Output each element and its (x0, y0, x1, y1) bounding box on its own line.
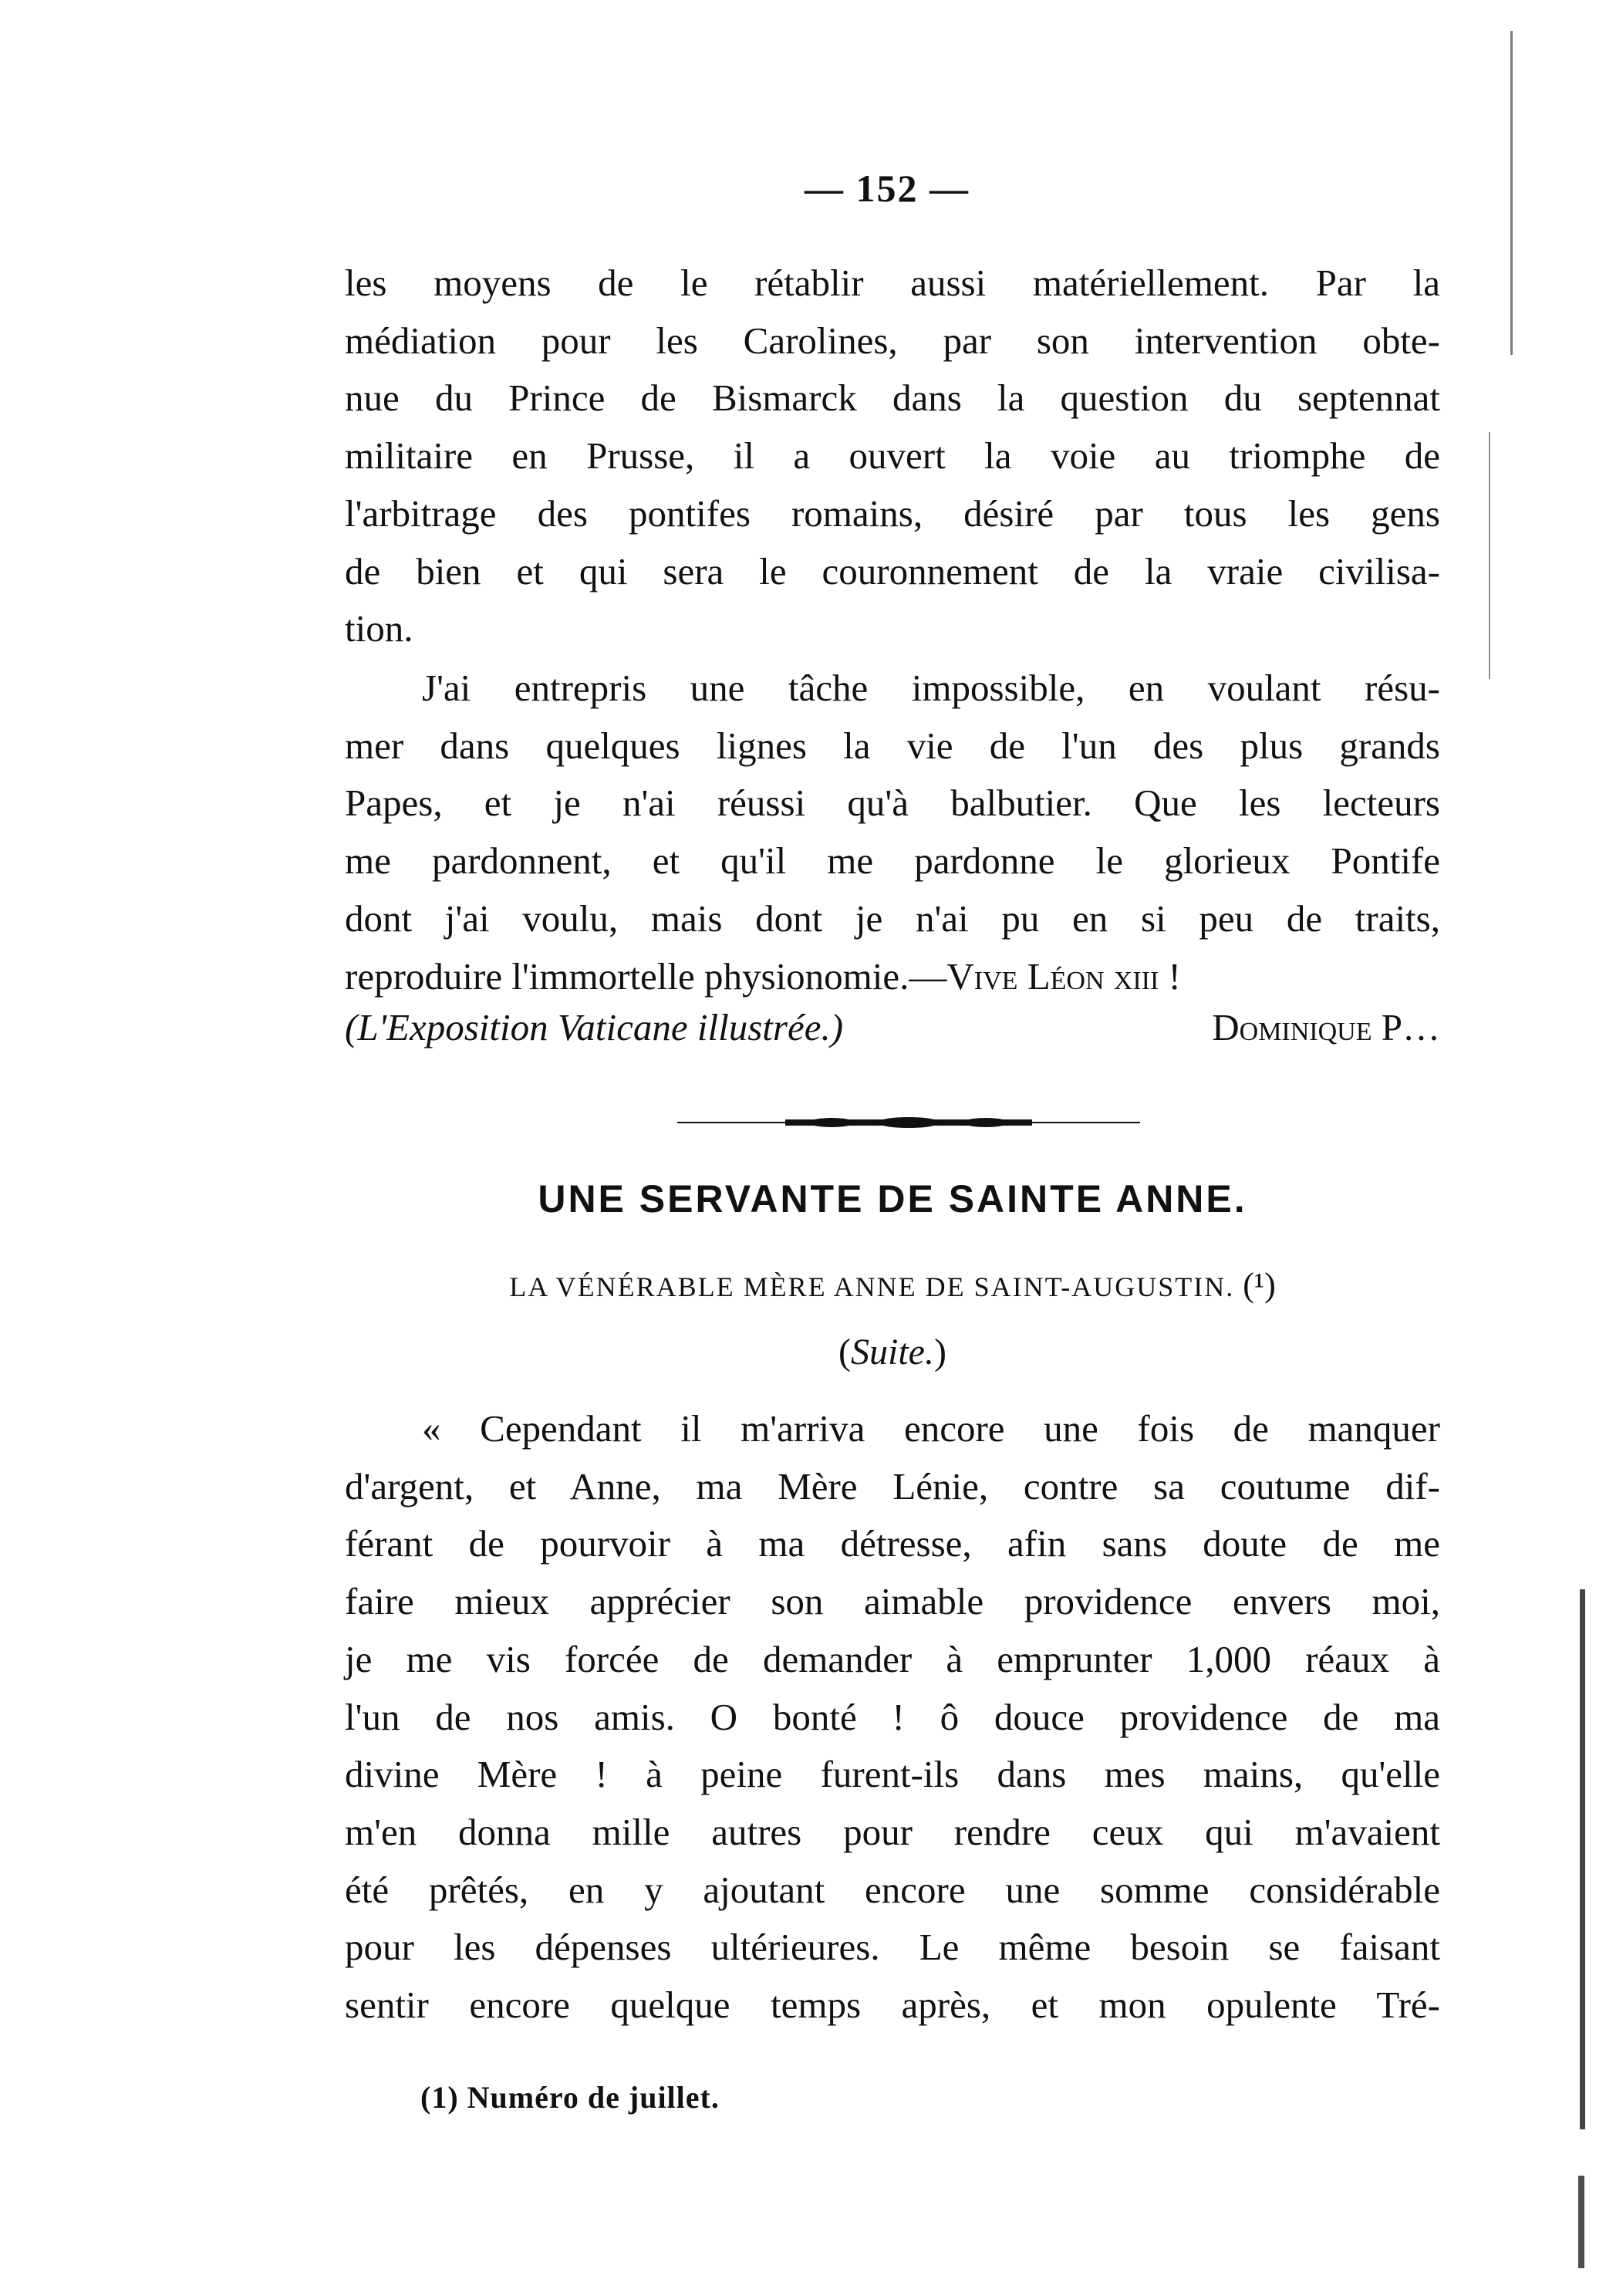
section-subtitle (345, 1265, 1440, 1305)
scan-artifact (1510, 31, 1513, 355)
text-line: médiation pour les Carolines, par son intervention obte- (345, 319, 1440, 362)
text-line: pour les dépenses ultérieures. Le même besoin se faisant (345, 1926, 1440, 1969)
text-line: l'arbitrage des pontifes romains, désiré par tous les gens (345, 491, 1440, 535)
suite-label: (Suite.) (838, 1332, 946, 1373)
text-line: « Cependant il m'arriva encore une fois de manquer (422, 1407, 1440, 1450)
footnote-reference: (¹) (1243, 1266, 1276, 1304)
text-line: été prêtés, en y ajoutant encore une somme considérable (345, 1868, 1440, 1911)
text-line: militaire en Prusse, il a ouvert la voie au triomphe de (345, 434, 1440, 478)
subtitle-text: LA VÉNÉRABLE MÈRE ANNE DE SAINT-AUGUSTIN. (509, 1271, 1235, 1302)
text-line: sentir encore quelque temps après, et mon opulente Tré- (345, 1984, 1440, 2027)
paragraph-closing (345, 660, 1440, 1005)
text-line: me pardonnent, et qu'il me pardonne le glorieux Pontife (345, 839, 1440, 883)
source-publication: (L'Exposition Vaticane illustrée.) (345, 1006, 844, 1048)
page-number: — 152 — (805, 167, 970, 210)
text-line: mer dans quelques lignes la vie de l'un des plus grands (345, 724, 1440, 767)
text-line: je me vis forcée de demander à emprunter 1,000 réaux à (345, 1637, 1440, 1680)
scan-artifact (1580, 1589, 1585, 2129)
text-line: dont j'ai voulu, mais dont je n'ai pu en si peu de traits, (345, 896, 1440, 940)
paragraph-narrative (345, 1400, 1440, 2034)
text-line: Papes, et je n'ai réussi qu'à balbutier. Que les lecteurs (345, 782, 1440, 825)
text-line: m'en donna mille autres pour rendre ceux qui m'avaient (345, 1810, 1440, 1853)
text-line: de bien et qui sera le couronnement de la vraie civilisa- (345, 549, 1440, 593)
text-line: l'un de nos amis. O bonté ! ô douce providence de ma (345, 1695, 1440, 1738)
text-line: divine Mère ! à peine furent-ils dans mes mains, qu'elle (345, 1753, 1440, 1796)
text-line: nue du Prince de Bismarck dans la question du septennat (345, 376, 1440, 420)
scan-artifact (1578, 2176, 1584, 2268)
source-attribution (345, 999, 1440, 1056)
source-author: Dominique P… (1212, 1006, 1440, 1048)
text-line: J'ai entrepris une tâche impossible, en voulant résu- (422, 667, 1440, 709)
text-line (345, 948, 1440, 1006)
scan-artifact (1489, 432, 1490, 679)
acclamation: Vive Léon xiii ! (946, 954, 1181, 998)
text-line: les moyens de le rétablir aussi matériellement. Par la (345, 262, 1440, 304)
ornamental-separator (677, 1117, 1140, 1128)
text-fragment: reproduire l'immortelle physionomie.— (345, 954, 947, 998)
text-line: férant de pourvoir à ma détresse, afin sans doute de me (345, 1522, 1440, 1565)
text-line: tion. (345, 607, 413, 650)
paragraph-continuation (345, 255, 1440, 658)
suite-text: Suite. (851, 1332, 934, 1373)
footnote: (1) Numéro de juillet. (420, 2080, 720, 2115)
text-line: d'argent, et Anne, ma Mère Lénie, contre sa coutume dif- (345, 1464, 1440, 1508)
text-line: faire mieux apprécier son aimable providence envers moi, (345, 1580, 1440, 1623)
section-title: UNE SERVANTE DE SAINTE ANNE. (538, 1177, 1247, 1221)
